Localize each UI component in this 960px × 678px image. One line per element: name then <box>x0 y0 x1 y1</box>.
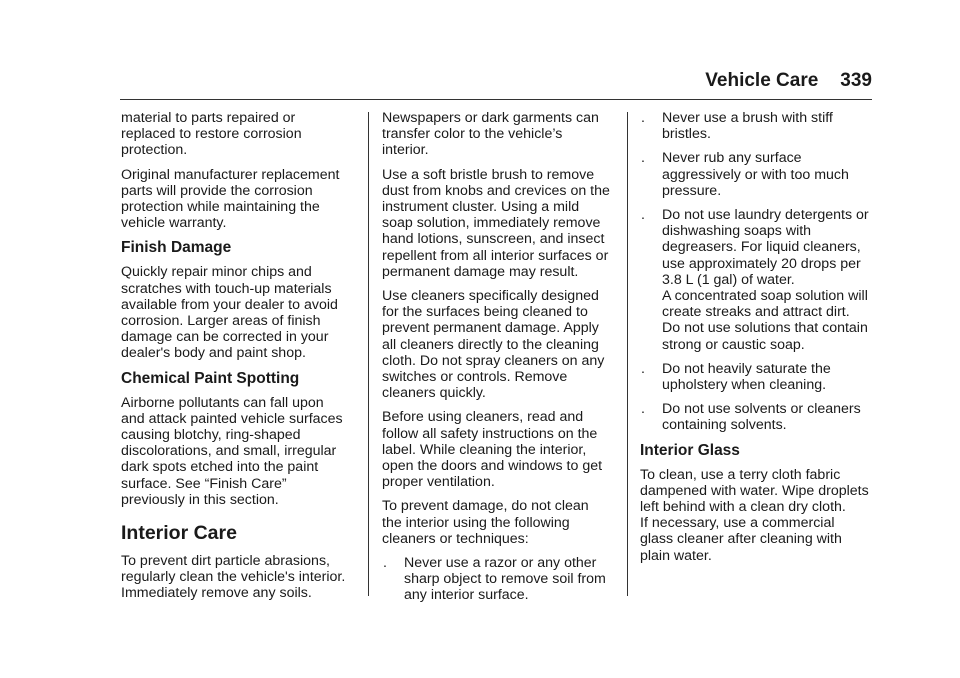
bullet-marker: . <box>641 150 645 167</box>
header-rule <box>120 99 872 100</box>
paragraph-specific-cleaners: Use cleaners specifically designed for the surfaces being cleaned to prevent permanent damage. Apply all cleaners directly to the cleaning cloth. Do not spray cleaners on any switches or controls. Remove cleaners quickly. <box>382 288 605 402</box>
list-item <box>640 207 880 353</box>
list-item-text: Never use a brush with stiff bristles. <box>662 110 833 143</box>
paragraph-interior-glass: To clean, use a terry cloth fabric dampened with water. Wipe droplets left behind with a clean dry cloth. If necessary, use a commercial glass cleaner after cleaning with plain water. <box>640 466 869 564</box>
list-item <box>640 150 880 199</box>
bullet-marker: . <box>641 401 645 418</box>
paragraph-soft-brush: Use a soft bristle brush to remove dust from knobs and crevices on the instrument cluster. Using a mild soap solution, immediately remove hand lotions, sunscreen, and insect repellent from all interior surfaces or permanent damage may result. <box>382 166 610 280</box>
list-item-text: Never use a razor or any other sharp object to remove soil from any interior surface. <box>404 555 606 604</box>
bullet-marker: . <box>641 207 645 224</box>
list-item-text: Do not use solvents or cleaners containing solvents. <box>662 401 861 434</box>
list-item-text: Do not heavily saturate the upholstery when cleaning. <box>662 360 831 394</box>
cleaning-techniques-list-part1 <box>382 555 618 604</box>
paragraph-dark-garments: Newspapers or dark garments can transfer color to the vehicle’s interior. <box>382 110 599 159</box>
page-number: 339 <box>840 70 872 91</box>
heading-finish-damage: Finish Damage <box>121 239 232 257</box>
bullet-marker: . <box>383 555 387 572</box>
list-item <box>640 361 880 393</box>
list-item-text: Never rub any surface aggressively or with too much pressure. <box>662 150 849 199</box>
column-2 <box>382 110 618 612</box>
list-item <box>640 401 880 433</box>
list-item <box>382 555 618 604</box>
paragraph-finish-damage: Quickly repair minor chips and scratches with touch-up materials available from your dealer to avoid corrosion. Larger areas of finish damage can be corrected in your dealer's body and paint shop. <box>121 264 338 362</box>
list-item-text: Do not use laundry detergents or dishwashing soaps with degreasers. For liquid cleaners, use approximately 20 drops per 3.8 L (1 gal) of water. A concentrated soap solution will create streaks and attract dirt. Do not use solutions that contain strong or caustic soap. <box>662 207 869 353</box>
paragraph-safety-instructions: Before using cleaners, read and follow all safety instructions on the label. While cleaning the interior, open the doors and windows to get proper ventilation. <box>382 409 603 491</box>
column-1 <box>121 110 357 610</box>
heading-interior-care: Interior Care <box>121 522 237 545</box>
heading-interior-glass: Interior Glass <box>640 441 740 459</box>
heading-chemical-paint-spotting: Chemical Paint Spotting <box>121 369 300 387</box>
bullet-marker: . <box>641 360 645 377</box>
column-divider-2 <box>627 112 628 596</box>
paragraph-interior-care: To prevent dirt particle abrasions, regularly clean the vehicle's interior. Immediately remove any soils. <box>121 553 346 602</box>
paragraph-prevent-damage: To prevent damage, do not clean the interior using the following cleaners or techniques: <box>382 498 589 547</box>
bullet-marker: . <box>641 110 645 126</box>
paragraph-corrosion-protection: material to parts repaired or replaced to restore corrosion protection. <box>121 110 302 159</box>
column-3 <box>640 110 880 572</box>
list-item <box>640 110 880 142</box>
page-header <box>705 70 872 96</box>
section-title: Vehicle Care <box>705 70 819 91</box>
paragraph-replacement-parts: Original manufacturer replacement parts will provide the corrosion protection while maintaining the vehicle warranty. <box>121 166 340 232</box>
cleaning-techniques-list-part2 <box>640 110 880 434</box>
paragraph-chemical-paint-spotting: Airborne pollutants can fall upon and attack painted vehicle surfaces causing blotchy, ring-shaped discolorations, and small, irregular dark spots etched into the paint surface. See “Finish Care” previously in this section. <box>121 394 343 508</box>
column-divider-1 <box>368 112 369 596</box>
